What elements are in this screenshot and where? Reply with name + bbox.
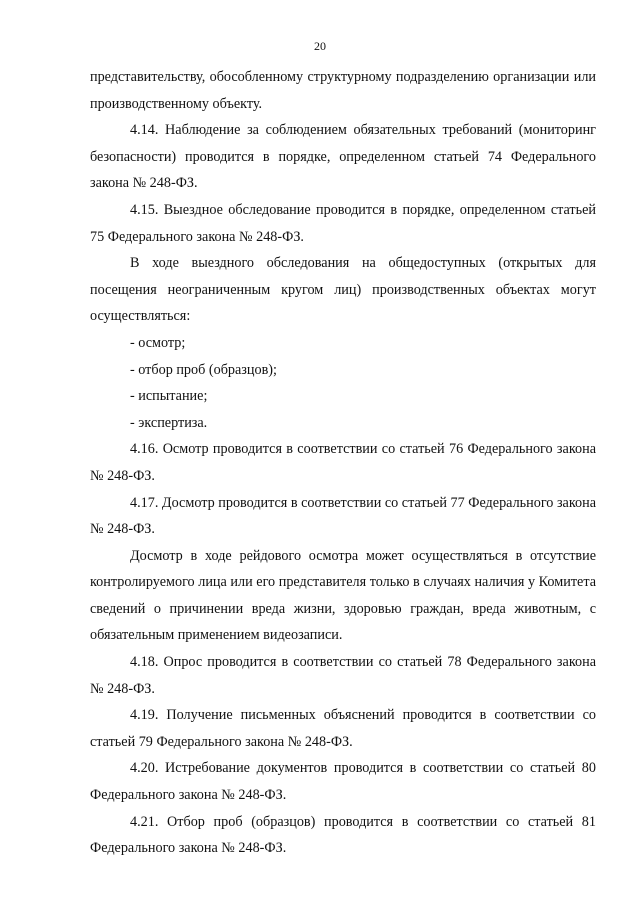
list-item-testing: - испытание; (130, 388, 208, 405)
paragraph-4-14: 4.14. Наблюдение за соблюдением обязательных требований (мониторинг безопасности) проводится в порядке, определенном статьей 74 Федерального закона № 248-ФЗ. (90, 122, 596, 192)
page-number: 20 (314, 39, 326, 53)
paragraph-4-17: 4.17. Досмотр проводится в соответствии со статьей 77 Федерального закона № 248-ФЗ. (90, 494, 596, 538)
paragraph-4-15: 4.15. Выездное обследование проводится в порядке, определенном статьей 75 Федерального закона № 248-ФЗ. (90, 201, 596, 245)
paragraph-raid-search: Досмотр в ходе рейдового осмотра может осуществляться в отсутствие контролируемого лица или его представителя только в случаях наличия у Комитета сведений о причинении вреда жизни, здоровью граждан, вреда животным, с обязательным применением видеозаписи. (90, 547, 596, 644)
paragraph-continuation: представительству, обособленному структурному подразделению организации или производственному объекту. (90, 69, 596, 112)
paragraph-field-survey: В ходе выездного обследования на общедоступных (открытых для посещения неограниченным кругом лиц) производственных объектах могут осуществляться: (90, 255, 596, 325)
paragraph-4-18: 4.18. Опрос проводится в соответствии со статьей 78 Федерального закона № 248-ФЗ. (90, 654, 596, 697)
list-item-sampling: - отбор проб (образцов); (130, 361, 277, 378)
list-item-expertise: - экспертиза. (130, 414, 208, 431)
document-body (90, 64, 596, 862)
paragraph-4-20: 4.20. Истребование документов проводится в соответствии со статьей 80 Федерального закона № 248-ФЗ. (90, 760, 596, 804)
paragraph-4-21: 4.21. Отбор проб (образцов) проводится в соответствии со статьей 81 Федерального закона № 248-ФЗ. (90, 813, 596, 857)
paragraph-4-16: 4.16. Осмотр проводится в соответствии со статьей 76 Федерального закона № 248-ФЗ. (90, 441, 596, 484)
list-item-inspection: - осмотр; (130, 334, 186, 351)
paragraph-4-19: 4.19. Получение письменных объяснений проводится в соответствии со статьей 79 Федерального закона № 248-ФЗ. (90, 707, 596, 750)
